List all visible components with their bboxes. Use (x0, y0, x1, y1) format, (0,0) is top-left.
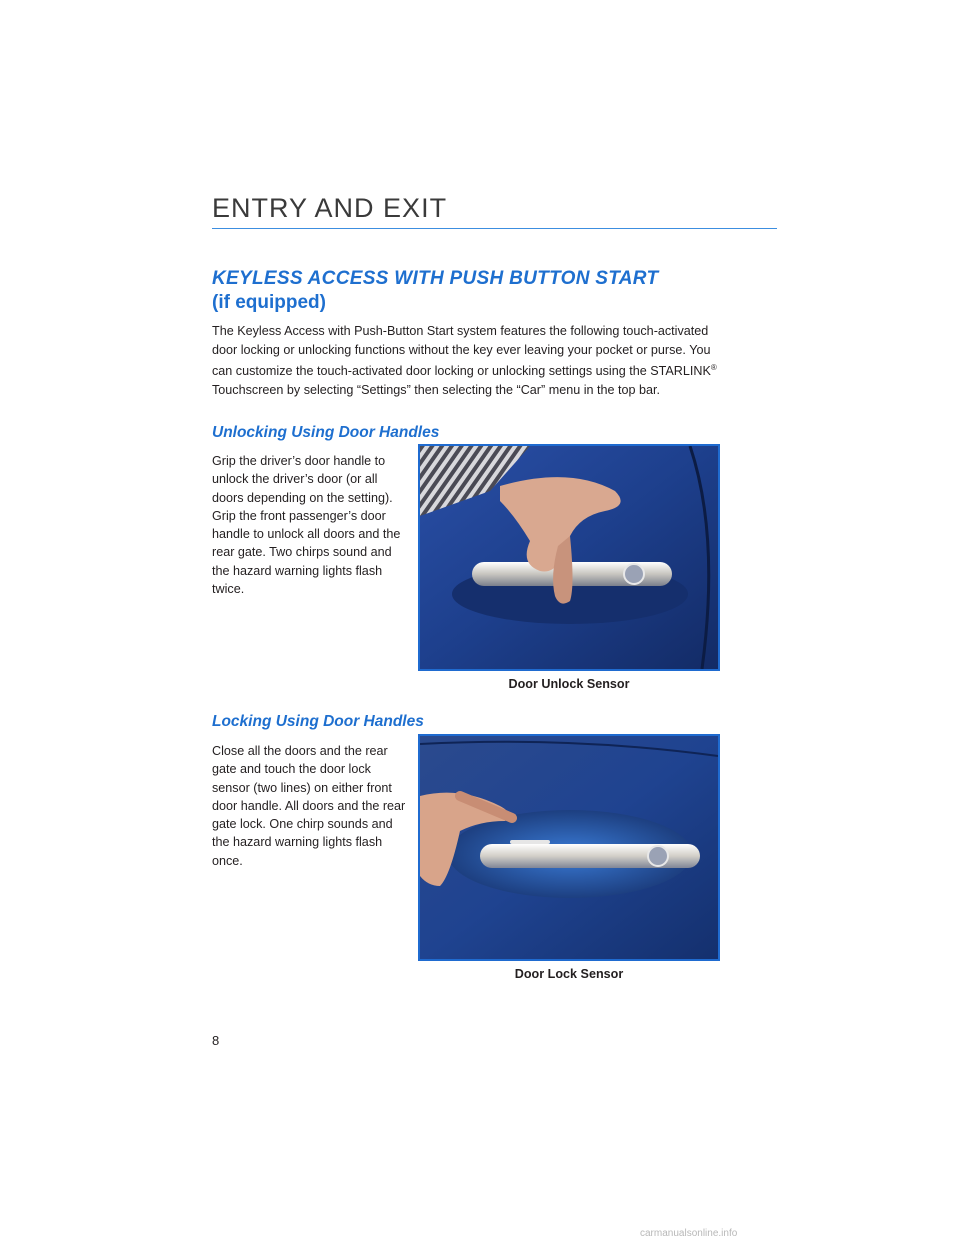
registered-mark: ® (710, 363, 717, 372)
locking-body: Close all the doors and the rear gate and touch the door lock sensor (two lines) on either front door handle. All doors and the rear gate lock. One chirp sounds and the hazard warning lights flash once. (212, 744, 406, 868)
section-divider (212, 228, 777, 229)
door-unlock-caption: Door Unlock Sensor (508, 677, 630, 691)
door-lock-caption: Door Lock Sensor (514, 967, 624, 981)
unlocking-heading: Unlocking Using Door Handles (212, 424, 440, 441)
intro-text-1: The Keyless Access with Push-Button Start system features the following touch-activated door locking or unlocking functions without the key ever leaving your pocket or purse. You can customize the touch-activated door locking or unlocking settings using the STARLINK (212, 324, 711, 379)
door-lock-photo (418, 734, 720, 961)
locking-heading: Locking Using Door Handles (212, 713, 424, 730)
main-subheading: (if equipped) (212, 292, 326, 313)
page-number: 8 (212, 1033, 220, 1048)
intro-paragraph (212, 322, 732, 399)
watermark: carmanualsonline.info (640, 1228, 738, 1239)
main-heading: KEYLESS ACCESS WITH PUSH BUTTON START (212, 268, 659, 289)
intro-text-2: Touchscreen by selecting “Settings” then selecting the “Car” menu in the top bar. (212, 382, 661, 397)
door-unlock-photo (418, 444, 720, 671)
section-title: ENTRY AND EXIT (212, 193, 448, 223)
unlocking-body: Grip the driver’s door handle to unlock the driver’s door (or all doors depending on the setting). Grip the front passenger’s door handle to unlock all doors and the rear gate. Two chirps sound and the hazard warning lights flash twice. (212, 454, 401, 597)
